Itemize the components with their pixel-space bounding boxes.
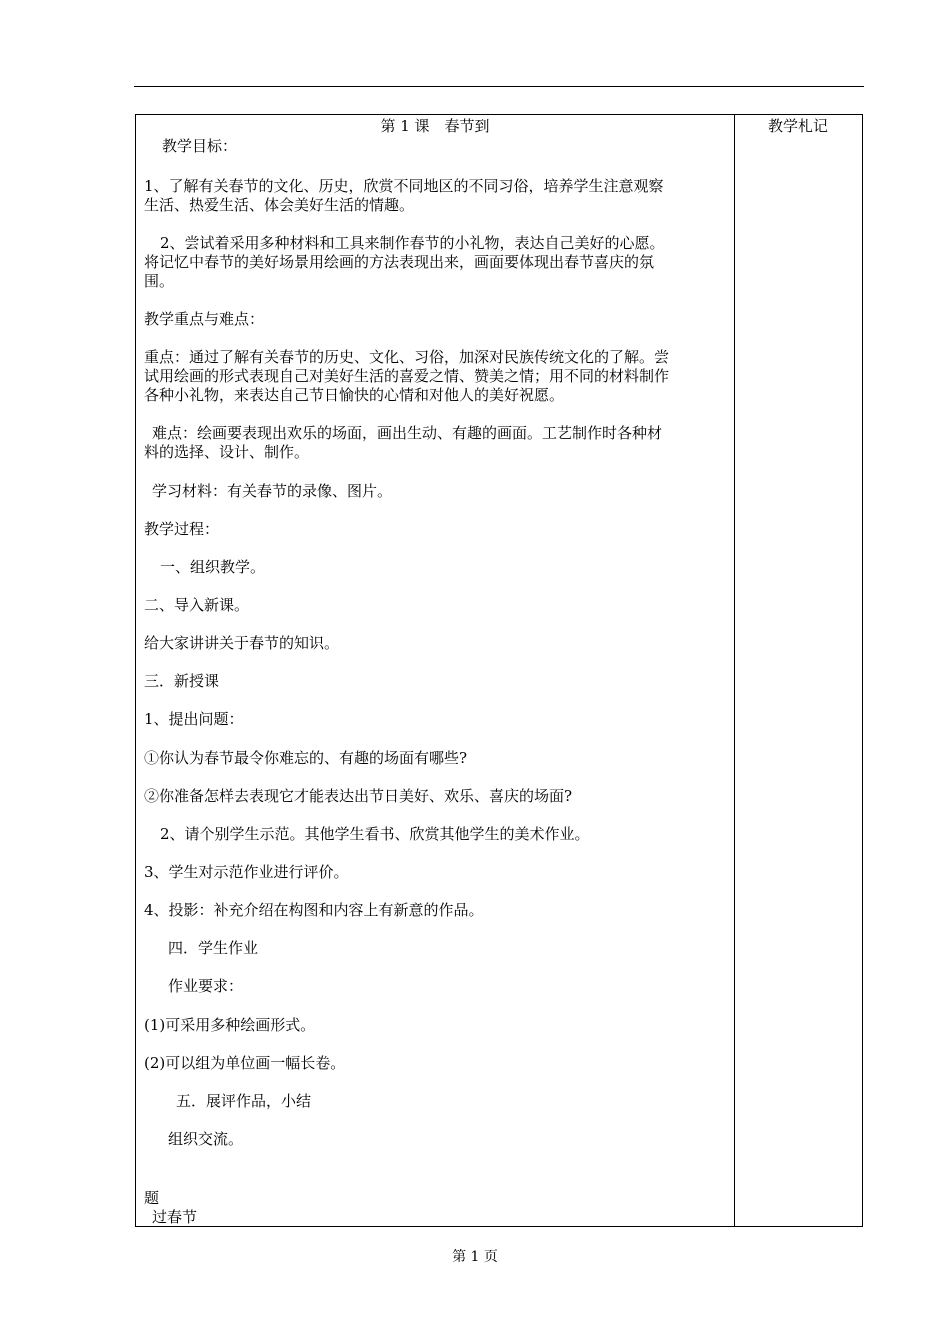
header-rule <box>134 86 864 87</box>
objective-2-line-2: 将记忆中春节的美好场景用绘画的方法表现出来，画面要体现出春节喜庆的氛 <box>144 253 655 271</box>
process-heading: 教学过程： <box>144 520 220 538</box>
question-2: ②你准备怎样去表现它才能表达出节日美好、欢乐、喜庆的场面? <box>144 787 573 805</box>
key-point-line-2: 试用绘画的形式表现自己对美好生活的喜爱之情、赞美之情；用不同的材料制作 <box>144 367 670 385</box>
lesson-plan-table <box>135 114 863 1227</box>
page-number: 第 1 页 <box>452 1249 498 1265</box>
step-introduce-detail: 给大家讲讲关于春节的知识。 <box>144 634 340 652</box>
step-organize: 一、组织教学。 <box>160 558 266 576</box>
step-evaluation: 3、学生对示范作业进行评价。 <box>144 863 349 881</box>
topic-label: 题 <box>144 1189 160 1207</box>
learning-materials: 学习材料：有关春节的录像、图片。 <box>152 482 393 500</box>
question-1: ①你认为春节最令你难忘的、有趣的场面有哪些? <box>144 749 468 767</box>
teaching-notes-header: 教学札记 <box>767 117 828 135</box>
step-introduce: 二、导入新课。 <box>144 596 250 614</box>
objective-2-line-3: 围。 <box>144 272 175 290</box>
step-projection: 4、投影：补充介绍在构图和内容上有新意的作品。 <box>144 901 484 919</box>
requirement-2: (2)可以组为单位画一幅长卷。 <box>144 1054 346 1072</box>
work-requirements: 作业要求： <box>168 977 244 995</box>
objective-1-line-2: 生活、热爱生活、体会美好生活的情趣。 <box>144 196 415 214</box>
difficulty-line-1: 难点：绘画要表现出欢乐的场面，画出生动、有趣的画面。工艺制作时各种材 <box>152 424 663 442</box>
step-student-work: 四．学生作业 <box>168 939 259 957</box>
key-point-line-1: 重点：通过了解有关春节的历史、文化、习俗，加深对民族传统文化的了解。尝 <box>144 348 670 366</box>
objectives-heading: 教学目标： <box>162 137 238 155</box>
key-point-line-3: 各种小礼物，来表达自己节日愉快的心情和对他人的美好祝愿。 <box>144 386 565 404</box>
topic-value: 过春节 <box>152 1208 198 1226</box>
step-new-lesson: 三．新授课 <box>144 672 220 690</box>
requirement-1: (1)可采用多种绘画形式。 <box>144 1016 316 1034</box>
step-demonstration: 2、请个别学生示范。其他学生看书、欣赏其他学生的美术作业。 <box>160 825 590 843</box>
difficulty-line-2: 料的选择、设计、制作。 <box>144 443 310 461</box>
step-exhibit-summary: 五．展评作品，小结 <box>176 1092 312 1110</box>
objective-2-line-1: 2、尝试着采用多种材料和工具来制作春节的小礼物，表达自己美好的心愿。 <box>160 234 665 252</box>
step-ask-questions: 1、提出问题： <box>144 710 244 728</box>
objective-1-line-1: 1、了解有关春节的文化、历史，欣赏不同地区的不同习俗，培养学生注意观察 <box>144 177 664 195</box>
lesson-title: 第 1 课 春节到 <box>380 117 490 135</box>
column-divider <box>734 115 735 1226</box>
step-exchange: 组织交流。 <box>168 1130 244 1148</box>
key-points-heading: 教学重点与难点： <box>144 310 265 328</box>
